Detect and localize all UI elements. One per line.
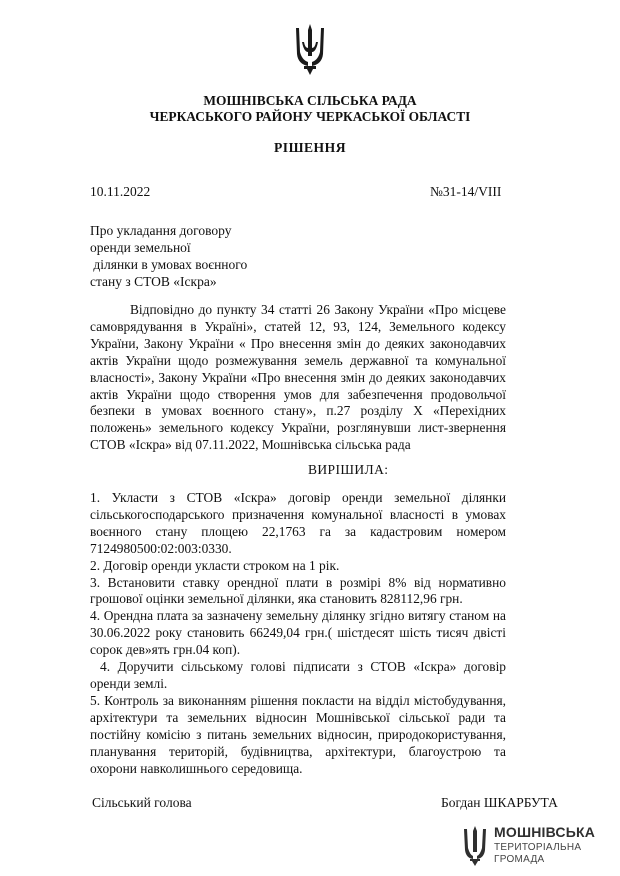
logo-title: МОШНІВСЬКА <box>494 824 596 840</box>
trident-icon <box>462 825 488 867</box>
logo-subtitle: ГРОМАДА <box>494 854 545 865</box>
decided-heading: ВИРІШИЛА: <box>308 462 389 477</box>
decision-items <box>90 490 506 777</box>
signatory-position: Сільський голова <box>92 795 192 810</box>
subject-line: Про укладання договору <box>90 223 232 238</box>
subject-line: стану з СТОВ «Іскра» <box>90 274 217 289</box>
decision-item: 2. Договір оренди укласти строком на 1 рік. <box>90 557 340 573</box>
decision-date: 10.11.2022 <box>90 184 151 199</box>
logo-subtitle: ТЕРИТОРІАЛЬНА <box>494 842 582 853</box>
preamble <box>90 302 506 454</box>
decision-item: 5. Контроль за виконанням рішення покласти на відділ містобудування, архітектури та земельних відносин Мошнівської сільської ради та постійну комісію з питань земельних відносин, природокористування, планування територій, будівництва, архітектури, благоустрою та охорони навколишнього середовища. <box>90 692 506 776</box>
subject-line: ділянки в умовах воєнного <box>90 257 248 272</box>
coat-of-arms-trident-icon <box>292 22 328 81</box>
decision-item: 3. Встановити ставку орендної плати в розмірі 8% від нормативно грошової оцінки земельної ділянки, яка становить 828112,96 грн. <box>90 574 506 607</box>
preamble-text: Відповідно до пункту 34 статті 26 Закону України «Про місцеве самоврядування в Україні», статей 12, 93, 124, Земельного кодексу України, Закону України « Про внесення змін до деяких законодавчих актів України щодо розмежування земель державної та комунальної власності», Закону України «Про внесення змін до деяких законодавчих актів України щодо створення умов для забезпечення продовольчої безпеки в умовах воєнного стану», п.27 розділу Х «Перехідних положень» земельного кодексу України, розглянувши лист-звернення СТОВ «Іскра» від 07.11.2022, Мошнівська сільська рада <box>90 302 506 453</box>
decision-number: №31-14/VIII <box>430 184 502 199</box>
signatory-name: Богдан ШКАРБУТА <box>441 795 558 810</box>
decision-subject <box>90 222 247 290</box>
document-type: РІШЕННЯ <box>273 140 347 155</box>
subject-line: оренди земельної <box>90 240 191 255</box>
community-logo <box>462 822 602 870</box>
council-district: ЧЕРКАСЬКОГО РАЙОНУ ЧЕРКАСЬКОЇ ОБЛАСТІ <box>149 109 471 124</box>
decision-item: 4. Орендна плата за зазначену земельну ділянку згідно витягу станом на 30.06.2022 року становить 66249,04 грн.( шістдесят шість тисяч двісті сорок дев»ять грн.04 коп). <box>90 608 506 658</box>
council-name: МОШНІВСЬКА СІЛЬСЬКА РАДА <box>203 93 417 108</box>
decision-item: 1. Укласти з СТОВ «Іскра» договір оренди земельної ділянки сільськогосподарського призначення комунальної власності в умовах воєнного стану площею 22,1763 га за кадастровим номером 7124980500:02:003:0330. <box>90 490 506 556</box>
decision-item: 4. Доручити сільському голові підписати з СТОВ «Іскра» договір оренди землі. <box>90 659 506 691</box>
